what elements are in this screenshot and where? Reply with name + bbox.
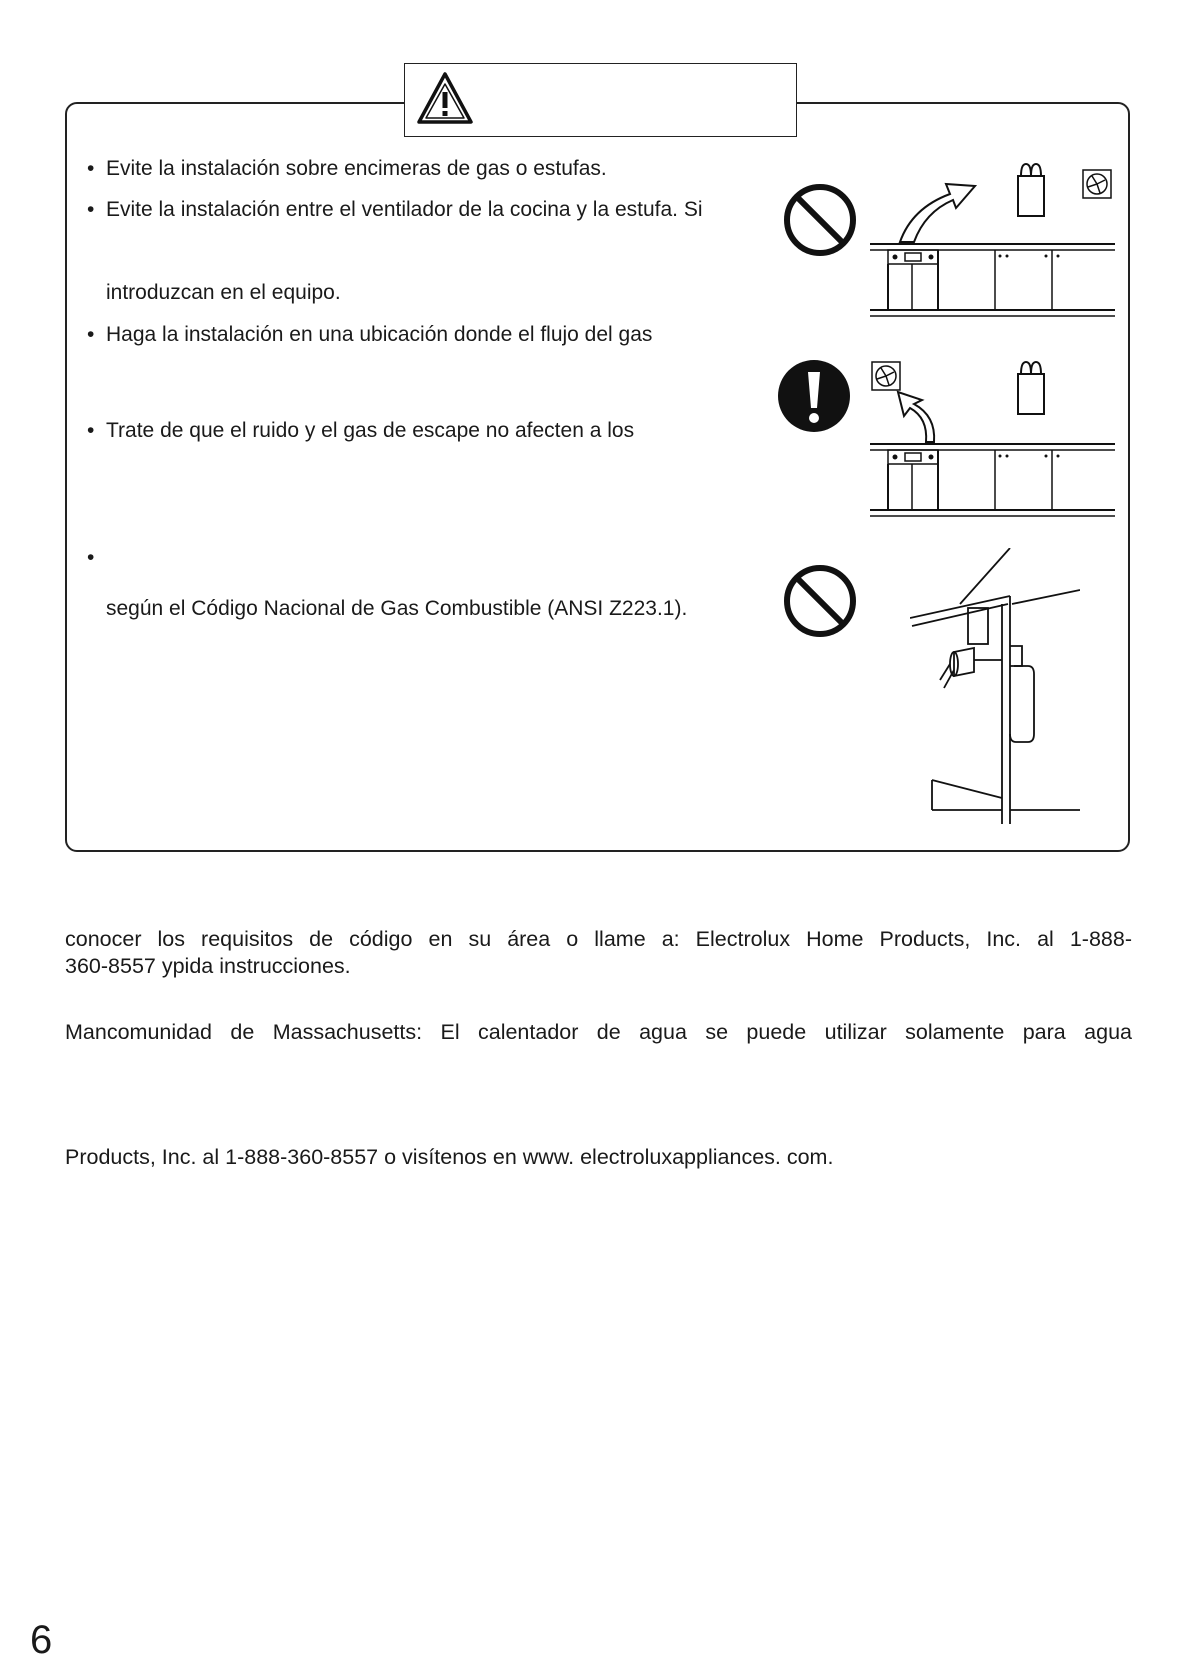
bullet-dot: • xyxy=(87,323,95,346)
mandatory-icon xyxy=(776,358,852,434)
paragraph-line: Mancomunidad de Massachusetts: El calentador de agua se puede utilizar solamente para agua xyxy=(65,1020,1132,1044)
kitchen-illustration-mandatory xyxy=(870,356,1115,518)
range-hood-icon xyxy=(1018,362,1044,414)
paragraph-line: Products, Inc. al 1-888-360-8557 o visítenos en www. electroluxappliances. com. xyxy=(65,1145,834,1169)
page-number: 6 xyxy=(30,1618,53,1662)
prohibited-icon xyxy=(782,182,858,258)
prohibited-icon xyxy=(782,563,858,639)
code-requirements-paragraph xyxy=(65,926,1132,953)
warning-text-line: Evite la instalación sobre encimeras de gas o estufas. xyxy=(106,157,607,180)
warning-text-line: según el Código Nacional de Gas Combustible (ANSI Z223.1). xyxy=(106,597,688,620)
range-hood-icon xyxy=(1018,164,1044,216)
warning-header xyxy=(404,63,797,137)
caution-triangle-icon xyxy=(415,70,475,128)
kitchen-illustration-prohibited xyxy=(870,160,1115,320)
warning-text-line: Trate de que el ruido y el gas de escape no afecten a los xyxy=(106,419,635,442)
bullet-dot: • xyxy=(87,157,95,180)
water-heater-enclosure-illustration xyxy=(910,548,1080,830)
paragraph-line: 360-8557 ypida instrucciones. xyxy=(65,954,351,978)
code-requirements-paragraph-end xyxy=(65,953,1132,980)
contact-paragraph xyxy=(65,1144,1132,1171)
bullet-dot: • xyxy=(87,198,95,221)
warning-text-line: Haga la instalación en una ubicación donde el flujo del gas xyxy=(106,323,653,346)
massachusetts-paragraph xyxy=(65,1019,1132,1046)
fan-icon xyxy=(872,362,900,390)
warning-text-line: Evite la instalación entre el ventilador de la cocina y la estufa. Si xyxy=(106,198,703,221)
paragraph-line: conocer los requisitos de código en su área o llame a: Electrolux Home Products, Inc. al 1-888- xyxy=(65,927,1132,951)
fan-icon xyxy=(1083,170,1111,198)
bullet-dot: • xyxy=(87,419,95,442)
warning-text-line: introduzcan en el equipo. xyxy=(106,281,341,304)
bullet-dot: • xyxy=(87,546,95,569)
